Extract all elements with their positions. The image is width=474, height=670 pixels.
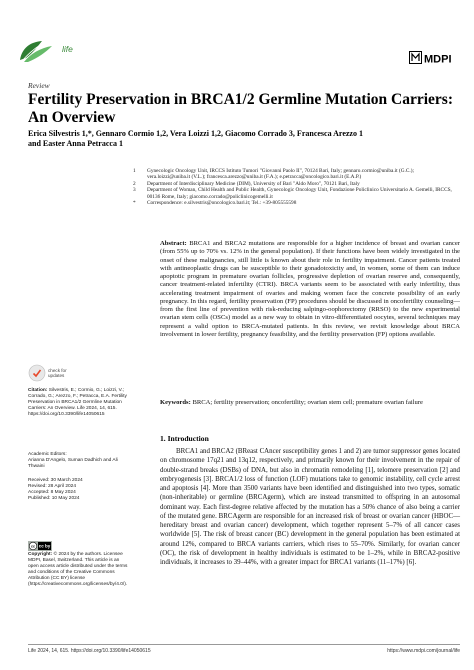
- footer-citation[interactable]: Life 2024, 14, 615. https://doi.org/10.3390/life14050615: [28, 648, 151, 654]
- accepted-date: Accepted: 8 May 2024: [28, 490, 76, 496]
- abstract-text: BRCA1 and BRCA2 mutations are responsible for a higher incidence of breast and ovarian cancer (from 55% up to 70% vs. 12% in the general population). If their functions have been widely investigated in the onset of these malignancies, still little is known about their role in fertility impairment. Cancer patients treated with antineoplastic drugs can be susceptible to their gonadotoxicity and, in women, some of them can induce apoptotic program in premature ovarian follicles, progressive depletion of ovarian reserve and, consequently, cancer treatment-related infertility (CTRI). BRCA variants seem to be associated with early infertility, thus accelerating treatment impairment of ovaries and making women face the concrete possibility of an early pregnancy. In this regard, fertility preservation (FP) procedures should be discussed in oncofertility counseling—from the first line of prevention with risk-reducing salpingo-oophorectomy (RRSO) to the new experimental ovarian stem cells (OSCs) model as a new way to obtain in vitro-differentiated oocytes, several techniques may represent a valid option to BRCA-mutated patients. In this review, we revisit knowledge about BRCA involvement in lower fertility, pregnancy feasibility, and the fertility preservation (FP) options available.: [160, 240, 460, 338]
- publisher-name: MDPI: [424, 53, 452, 66]
- abstract: [160, 240, 460, 339]
- check-for-updates-button[interactable]: [28, 363, 72, 383]
- affiliation-item: [133, 168, 458, 181]
- citation-block: [28, 388, 130, 418]
- affiliation-number: 2: [133, 180, 136, 187]
- editors-label: Academic Editors:: [28, 452, 67, 457]
- svg-text:cc: cc: [31, 544, 35, 549]
- published-date: Published: 10 May 2024: [28, 496, 80, 502]
- affiliation-text: Department of Interdisciplinary Medicine (DIM), University of Bari "Aldo Moro", 70121 Bari, Italy: [147, 180, 360, 187]
- keywords-text: BRCA; fertility preservation; oncofertility; ovarian stem cell; premature ovarian failure: [192, 399, 423, 406]
- affiliation-text: Gynecologic Oncology Unit, IRCCS Istituto Tumori "Giovanni Paolo II", 70124 Bari, Italy; gennaro.cormio@uniba.it (G.C.); vera.loizzi@uniba.it (V.L.); francesca.arezzo@uniba.it (F.A.); e.petracca@oncologico.bari.it (E.A.P.): [147, 168, 414, 181]
- editors-text: Arianna D'Angelo, Suman Dadhich and Ali Thwaini: [28, 458, 118, 470]
- section-heading-introduction: 1. Introduction: [160, 434, 209, 443]
- journal-logo: [16, 38, 56, 64]
- revised-date: Revised: 28 April 2024: [28, 484, 76, 490]
- mdpi-logo[interactable]: [409, 51, 455, 66]
- academic-editors: [28, 452, 130, 470]
- affiliation-item: [133, 200, 458, 206]
- dates-block: [28, 478, 130, 502]
- copyright-label: Copyright:: [28, 552, 53, 557]
- check-updates-label: check for updates: [48, 368, 67, 378]
- citation-text[interactable]: Silvestris, E.; Cormio, G.; Loizzi, V.; Corrado, G.; Arezzo, F.; Petracca, E.A. Fertility Preservation in BRCA1/2 Germline Mutation Carriers: An Overview. Life 2024, 14, 615. https://doi.org/10.3390/life14050615: [28, 388, 127, 418]
- affiliation-text: Department of Woman, Child Health and Public Health, Gynecologic Oncology Unit, Fondazione Policlinico Universitario A. Gemelli, IRCCS, 00136 Rome, Italy; giacomo.corrado@policlinicogemelli.it: [147, 187, 452, 200]
- keywords-label: Keywords:: [160, 399, 191, 406]
- citation-label: Citation:: [28, 388, 48, 393]
- affiliation-number: 1: [133, 168, 136, 174]
- article-type: Review: [28, 81, 50, 90]
- keywords: [160, 399, 460, 407]
- footer-rule: [28, 644, 460, 645]
- introduction-text: BRCA1 and BRCA2 (BReast CAncer susceptibility genes 1 and 2) are tumor suppressor genes located on chromosome 17q21 and 13q12, respectively, and primarily known for their involvement in the repair of double-strand breaks (DSBs) of DNA, but also in chromatin remodeling [1], telomere preservation [2] and embryogenesis [3]. BRCA1/2 loss of function (LOF) mutations take to genomic instability, cell cycle arrest and apoptosis [4]. More than 3500 variants have been identified and distinguished into two types, somatic (non-inheritable) or germline (BRCAgerm), which are instead transmitted to offspring in an autosomal dominant way. Each first-degree relative affected by the mutation has a 50% chance of also being a carrier of the mutated gene. BRCAgerm are responsible for an increased risk of breast or ovarian cancer (HBOC—hereditary breast and ovarian cancer) development, which together represent 5–7% of all cancer cases worldwide [5]. The risk of breast cancer (BC) development in the general population has been estimated at around 12%, compared to BRCA variants carriers, which rises to 55–70%. Similarly, for ovarian cancer (OC), the risk of development in healthy individuals is estimated to be 1–2%, while in BRCA2-positive individuals, it increases to 39–44%, with a greater impact for BRCA1 variants (11–17%) [6].: [160, 448, 460, 566]
- abstract-label: Abstract:: [160, 240, 187, 247]
- correspondence-text[interactable]: Correspondence: e.silvestris@oncologico.bari.it; Tel.: +39-805555598: [147, 200, 297, 207]
- author-line-2[interactable]: and Easter Anna Petracca 1: [28, 139, 123, 148]
- received-date: Received: 30 March 2024: [28, 478, 83, 483]
- affiliation-number: *: [133, 200, 136, 207]
- affiliation-item: [133, 187, 458, 200]
- author-line-1[interactable]: Erica Silvestris 1,*, Gennaro Cormio 1,2, Vera Loizzi 1,2, Giacomo Corrado 3, Francesca Arezzo 1: [28, 129, 363, 138]
- affiliation-number: 3: [133, 187, 136, 194]
- article-title: Fertility Preservation in BRCA1/2 Germline Mutation Carriers: An Overview: [28, 91, 454, 126]
- journal-name[interactable]: life: [62, 44, 73, 54]
- cc-license-badge[interactable]: [28, 538, 52, 548]
- footer-journal-link[interactable]: https://www.mdpi.com/journal/life: [387, 648, 460, 654]
- affiliations: [133, 168, 458, 206]
- author-list: [28, 129, 458, 149]
- copyright-text[interactable]: © 2024 by the authors. Licensee MDPI, Basel, Switzerland. This article is an open access article distributed under the terms and conditions of the Creative Commons Attribution (CC BY) license (https://creativecommons.org/licenses/by/4.0/).: [28, 552, 128, 588]
- copyright-block: [28, 552, 130, 589]
- cc-badge-text: cc by: [38, 543, 51, 549]
